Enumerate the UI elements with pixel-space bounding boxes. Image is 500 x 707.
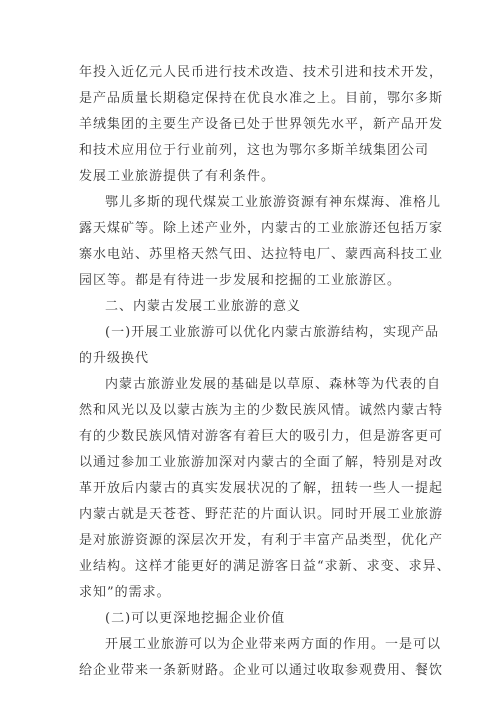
text-line: 发展工业旅游提供了有利条件。: [79, 169, 276, 184]
subsection-heading: (二)可以更深地挖掘企业价值: [105, 611, 286, 626]
text-line: 给企业带来一条新财路。企业可以通过收取参观费用、餐饮: [79, 663, 444, 678]
text-line: 业结构。这样才能更好的满足游客日益“求新、求变、求异、: [79, 559, 451, 574]
text-line: 有的少数民族风情对游客有着巨大的吸引力，但是游客更可: [79, 429, 444, 444]
text-line: 是对旅游资源的深层次开发，有利于丰富产品类型，优化产: [79, 533, 444, 548]
subsection-heading: (一)开展工业旅游可以优化内蒙古旅游结构，实现产品: [105, 325, 440, 340]
text-line: 以通过参加工业旅游加深对内蒙古的全面了解，特别是对改: [79, 455, 444, 470]
text-line: 求知”的需求。: [79, 585, 171, 600]
paragraph-start-line: 鄂儿多斯的现代煤炭工业旅游资源有神东煤海、准格儿: [105, 195, 442, 210]
text-line: 园区等。都是有待进一步发展和挖掘的工业旅游区。: [79, 273, 402, 288]
text-line: 和技术应用位于行业前列，这也为鄂尔多斯羊绒集团公司: [79, 143, 430, 158]
text-line: 革开放后内蒙古的真实发展状况的了解，扭转一些人一提起: [79, 481, 444, 496]
text-line: 然和风光以及以蒙古族为主的少数民族风情。诚然内蒙古特: [79, 403, 444, 418]
document-body: [79, 60, 451, 684]
section-heading: 二、内蒙古发展工业旅游的意义: [105, 299, 302, 314]
text-line: 年投入近亿元人民币进行技术改造、技术引进和技术开发，: [79, 65, 444, 80]
paragraph-start-line: 内蒙古旅游业发展的基础是以草原、森林等为代表的自: [105, 377, 442, 392]
paragraph-start-line: 开展工业旅游可以为企业带来两方面的作用。一是可以: [105, 637, 442, 652]
text-line: 露天煤矿等。除上述产业外，内蒙古的工业旅游还包括万家: [79, 221, 444, 236]
text-line: 是产品质量长期稳定保持在优良水准之上。目前，鄂尔多斯: [79, 91, 444, 106]
text-line: 寨水电站、苏里格天然气田、达拉特电厂、蒙西高科技工业: [79, 247, 444, 262]
subsection-heading-continued: 的升级换代: [79, 351, 150, 366]
text-line: 羊绒集团的主要生产设备已处于世界领先水平，新产品开发: [79, 117, 444, 132]
text-line: 内蒙古就是天苍苍、野茫茫的片面认识。同时开展工业旅游: [79, 507, 444, 522]
